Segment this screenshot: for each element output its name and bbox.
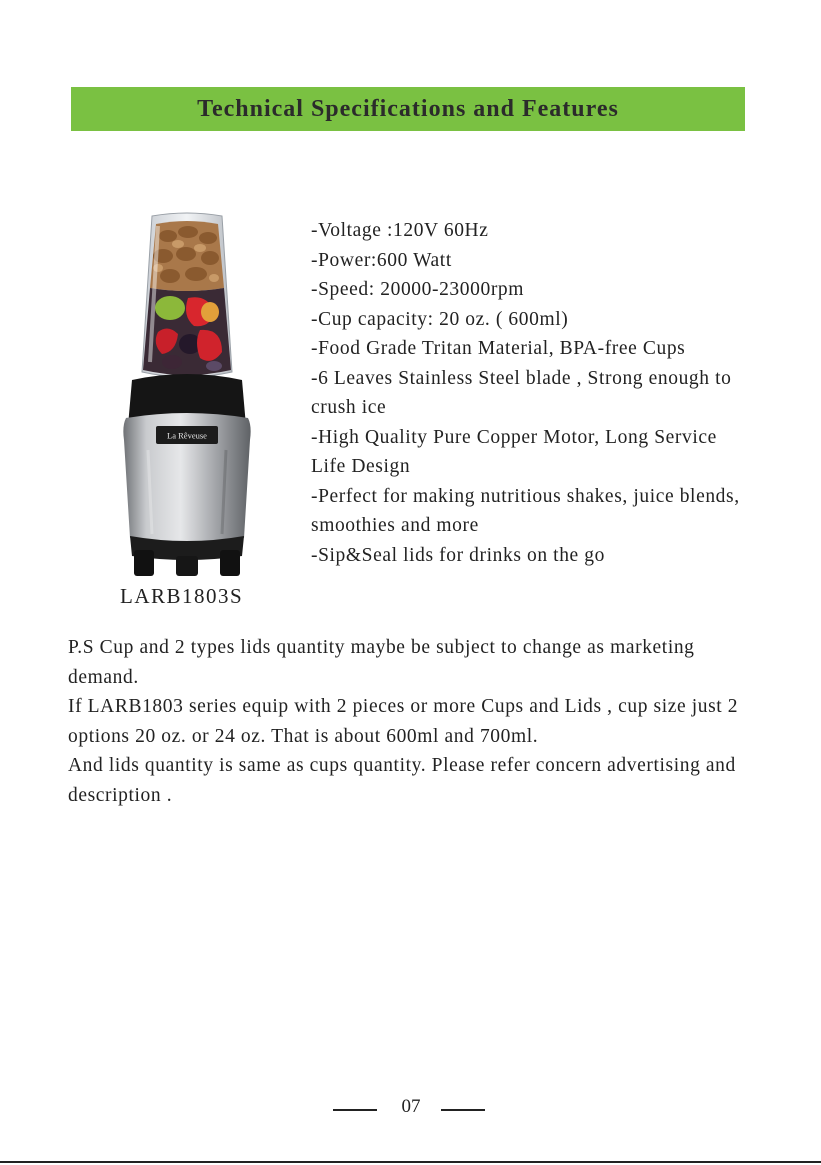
spec-item-speed: -Speed: 20000-23000rpm — [311, 279, 525, 300]
footer-rule-left — [333, 1109, 377, 1111]
product-model-label: LARB1803S — [120, 584, 244, 608]
page-footer — [0, 1096, 821, 1126]
brand-logo: La Rêveuse — [167, 430, 207, 441]
bottom-divider — [0, 1161, 821, 1163]
blender-illustration — [118, 212, 256, 578]
spec-item-lids: -Sip&Seal lids for drinks on the go — [311, 544, 605, 566]
note-paragraph: P.S Cup and 2 types lids quantity maybe be subject to change as marketing demand. — [68, 637, 695, 688]
spec-item-uses: -Perfect for making nutritious shakes, juice blends, smoothies and more — [311, 485, 740, 536]
spec-item-motor: -High Quality Pure Copper Motor, Long Service Life Design — [311, 426, 717, 477]
footer-rule-right — [441, 1109, 485, 1111]
spec-item-cup-capacity: -Cup capacity: 20 oz. ( 600ml) — [311, 308, 569, 330]
spec-item-voltage: -Voltage :120V 60Hz — [311, 220, 489, 241]
specification-list — [311, 216, 751, 570]
notes-section — [68, 633, 748, 810]
note-paragraph: If LARB1803 series equip with 2 pieces or more Cups and Lids , cup size just 2 options 20 oz. or 24 oz. That is about 600ml and 700ml. — [68, 696, 739, 747]
spec-item-blade: -6 Leaves Stainless Steel blade , Strong enough to crush ice — [311, 367, 732, 418]
spec-item-material: -Food Grade Tritan Material, BPA-free Cups — [311, 338, 686, 359]
spec-item-power: -Power:600 Watt — [311, 249, 452, 271]
note-paragraph: And lids quantity is same as cups quantity. Please refer concern advertising and description . — [68, 755, 736, 806]
section-title: Technical Specifications and Features — [197, 95, 619, 122]
page-number: 07 — [401, 1096, 421, 1117]
product-image — [118, 212, 256, 578]
section-header-bar — [71, 87, 745, 131]
